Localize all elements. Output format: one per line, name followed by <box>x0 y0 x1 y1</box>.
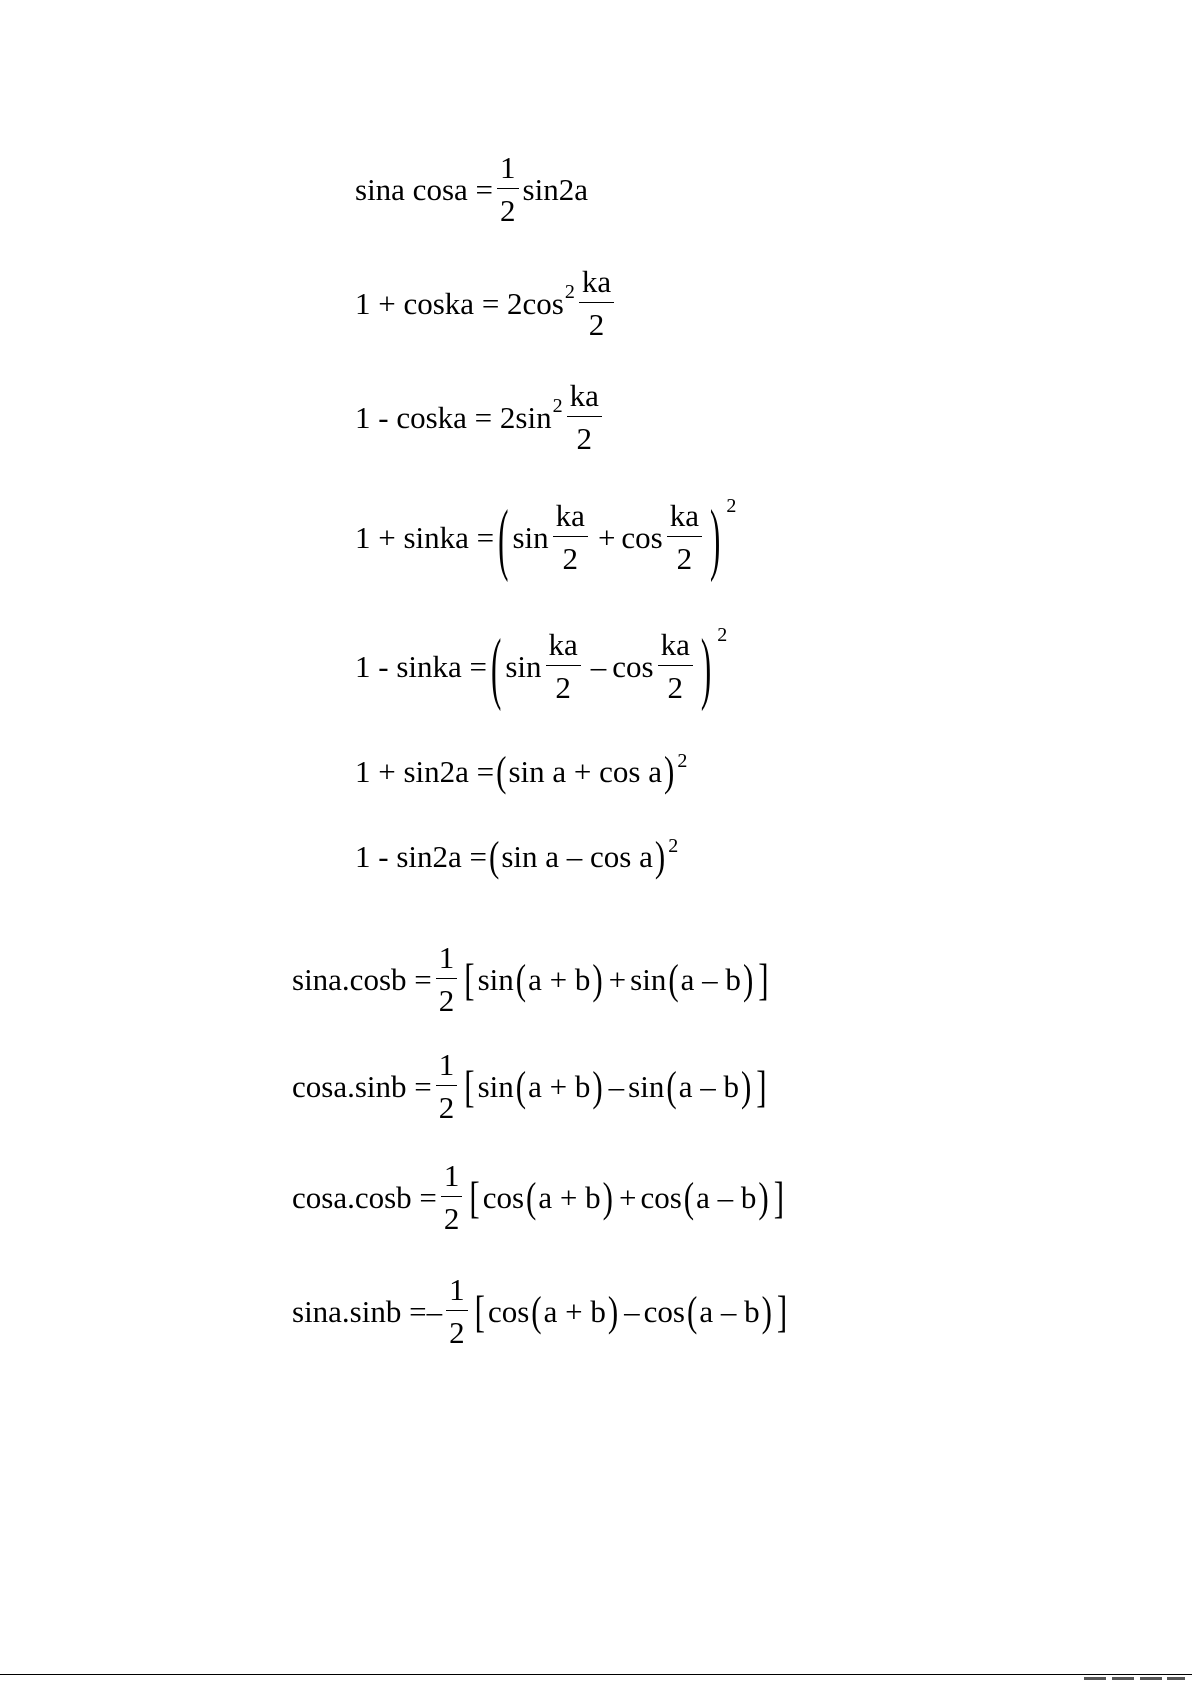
formula-2-fraction <box>579 266 614 340</box>
fraction-numerator: ka <box>555 498 585 533</box>
fraction-numerator: ka <box>548 627 578 662</box>
formula-7-exponent: 2 <box>668 834 679 857</box>
left-paren: ( <box>666 1062 677 1110</box>
right-paren: ) <box>758 1173 769 1221</box>
formula-2-lhs: 1 + coska = 2cos <box>355 285 564 321</box>
formula-6-exponent: 2 <box>677 749 688 772</box>
formula-9-f1: sin <box>477 1068 514 1104</box>
formula-5-exponent: 2 <box>717 624 728 646</box>
formula-5-fn2: cos <box>612 648 654 684</box>
formula-10-operator: + <box>618 1179 637 1215</box>
fraction-denominator: 2 <box>555 670 571 705</box>
formula-5-lhs: 1 - sinka = <box>355 648 487 684</box>
formula-8-arg1: a + b <box>528 961 591 997</box>
formula-9-arg2: a – b <box>678 1068 739 1104</box>
fraction-denominator: 2 <box>667 670 683 705</box>
formula-3 <box>355 380 606 454</box>
fraction-numerator: ka <box>581 264 612 299</box>
footer-divider <box>0 1674 1192 1675</box>
formula-1 <box>355 152 588 226</box>
formula-11 <box>292 1274 790 1348</box>
fraction-denominator: 2 <box>576 421 592 456</box>
fraction-denominator: 2 <box>438 983 455 1018</box>
formula-11-lhs: sina.sinb = <box>292 1293 427 1329</box>
fraction-numerator: 1 <box>438 940 455 975</box>
formula-7 <box>355 832 679 881</box>
formula-10-fraction <box>441 1160 463 1234</box>
left-paren: ( <box>683 1173 695 1221</box>
formula-4-fraction-1 <box>553 500 588 574</box>
formula-9-fraction <box>436 1049 458 1123</box>
left-paren: ( <box>515 955 527 1003</box>
fraction-denominator: 2 <box>449 1315 465 1350</box>
formula-4-fn2: cos <box>621 519 663 555</box>
footer-mark <box>1140 1677 1162 1680</box>
formula-11-operator: – <box>624 1293 640 1329</box>
formula-11-f1: cos <box>487 1293 530 1329</box>
formula-11-arg1: a + b <box>543 1293 606 1329</box>
right-bracket: ] <box>756 1060 767 1112</box>
left-paren: ( <box>515 1062 527 1110</box>
right-paren: ) <box>607 1287 619 1335</box>
fraction-denominator: 2 <box>562 541 579 576</box>
footer-mark <box>1112 1677 1134 1680</box>
right-paren: ) <box>602 1173 613 1221</box>
formula-1-fraction <box>497 152 519 226</box>
formula-3-lhs: 1 - coska = 2sin <box>355 399 552 435</box>
formula-9-operator: – <box>608 1068 625 1104</box>
left-paren: ( <box>489 832 500 881</box>
right-paren: ) <box>592 1062 603 1110</box>
left-paren: ( <box>668 955 679 1003</box>
formula-8-f1: sin <box>477 961 514 997</box>
formula-9-arg1: a + b <box>528 1068 591 1104</box>
formula-11-sign: – <box>426 1293 443 1329</box>
formula-9 <box>292 1049 770 1123</box>
formula-5-fn1: sin <box>505 648 542 684</box>
fraction-numerator: ka <box>569 378 599 413</box>
fraction-numerator: 1 <box>500 150 516 185</box>
fraction-denominator: 2 <box>500 193 516 228</box>
formula-8-lhs: sina.cosb = <box>292 961 432 997</box>
formula-7-inner: sin a – cos a <box>501 839 653 874</box>
formula-3-exponent: 2 <box>552 395 563 417</box>
formula-4-lhs: 1 + sinka = <box>355 519 495 555</box>
right-paren: ) <box>664 747 675 796</box>
formula-5-fraction-2 <box>658 629 693 703</box>
fraction-denominator: 2 <box>588 307 605 342</box>
left-paren: ( <box>496 747 507 796</box>
formula-6 <box>355 747 688 796</box>
left-paren: ( <box>498 491 509 583</box>
fraction-numerator: ka <box>660 627 690 662</box>
fraction-numerator: 1 <box>443 1158 460 1193</box>
right-paren: ) <box>710 491 721 583</box>
right-paren: ) <box>592 955 603 1003</box>
formula-8-operator: + <box>608 961 627 997</box>
formula-2-exponent: 2 <box>564 281 575 303</box>
formula-8 <box>292 942 772 1016</box>
formula-4 <box>355 491 737 583</box>
formula-9-f2: sin <box>628 1068 665 1104</box>
right-bracket: ] <box>758 953 769 1005</box>
fraction-numerator: 1 <box>449 1272 465 1307</box>
formula-3-fraction <box>567 380 602 454</box>
left-paren: ( <box>687 1287 698 1335</box>
fraction-numerator: ka <box>669 498 700 533</box>
formula-7-lhs: 1 - sin2a = <box>355 839 487 874</box>
left-paren: ( <box>526 1173 537 1221</box>
fraction-denominator: 2 <box>438 1090 455 1125</box>
fraction-denominator: 2 <box>443 1201 460 1236</box>
right-paren: ) <box>740 1062 752 1110</box>
right-paren: ) <box>742 955 754 1003</box>
formula-6-lhs: 1 + sin2a = <box>355 754 495 789</box>
footer-mark <box>1167 1677 1185 1680</box>
formula-10-f1: cos <box>482 1179 525 1215</box>
right-paren: ) <box>761 1287 772 1335</box>
formula-5 <box>355 620 728 712</box>
formula-10-f2: cos <box>640 1179 682 1215</box>
formula-8-arg2: a – b <box>680 961 741 997</box>
left-paren: ( <box>491 620 502 712</box>
right-paren: ) <box>700 620 712 712</box>
formula-11-arg2: a – b <box>699 1293 760 1329</box>
right-paren: ) <box>654 832 666 881</box>
formula-1-lhs: sina cosa = <box>355 171 494 207</box>
formula-1-rhs: sin2a <box>522 171 588 207</box>
formula-10 <box>292 1160 787 1234</box>
formula-11-f2: cos <box>643 1293 685 1329</box>
formula-4-fn1: sin <box>512 519 549 555</box>
formula-4-fraction-2 <box>667 500 702 574</box>
formula-6-inner: sin a + cos a <box>508 754 662 789</box>
formula-5-fraction-1 <box>546 629 581 703</box>
formula-4-operator: + <box>597 519 616 555</box>
left-paren: ( <box>531 1287 542 1335</box>
left-bracket: [ <box>464 953 475 1005</box>
right-bracket: ] <box>776 1285 788 1337</box>
formula-10-arg1: a + b <box>538 1179 601 1215</box>
formula-10-arg2: a – b <box>696 1179 757 1215</box>
fraction-numerator: 1 <box>438 1047 455 1082</box>
formula-11-fraction <box>446 1274 468 1348</box>
formula-10-lhs: cosa.cosb = <box>292 1179 437 1215</box>
formula-9-lhs: cosa.sinb = <box>292 1068 432 1104</box>
formula-8-fraction <box>436 942 458 1016</box>
formula-8-f2: sin <box>630 961 667 997</box>
formula-4-exponent: 2 <box>726 495 737 517</box>
formula-5-operator: – <box>590 648 607 684</box>
formula-2 <box>355 266 618 340</box>
footer-mark <box>1084 1677 1106 1680</box>
fraction-denominator: 2 <box>676 541 693 576</box>
left-bracket: [ <box>464 1060 475 1112</box>
left-bracket: [ <box>474 1285 485 1337</box>
left-bracket: [ <box>469 1171 480 1223</box>
right-bracket: ] <box>773 1171 785 1223</box>
